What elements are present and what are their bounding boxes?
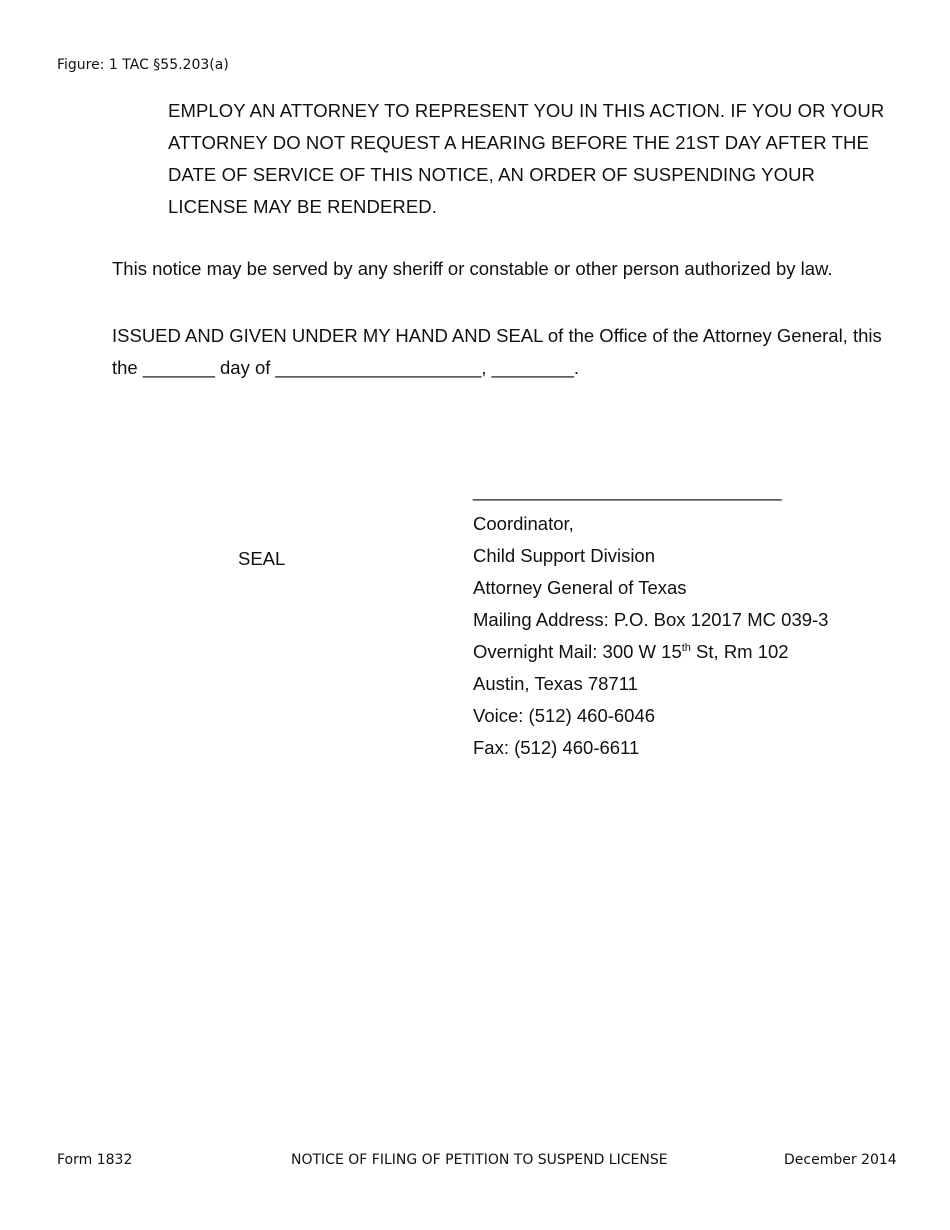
contact-overnight-address (473, 636, 828, 668)
contact-mailing-address: Mailing Address: P.O. Box 12017 MC 039-3 (473, 609, 829, 630)
warning-paragraph (168, 95, 908, 223)
contact-fax: Fax: (512) 460-6611 (473, 737, 640, 758)
overnight-suffix: St, Rm 102 (690, 641, 789, 662)
contact-title: Coordinator, (473, 513, 574, 534)
warning-line: LICENSE MAY BE RENDERED. (168, 196, 438, 217)
footer-form-number: Form 1832 (57, 1152, 133, 1168)
overnight-superscript: th (681, 642, 691, 654)
contact-city: Austin, Texas 78711 (473, 673, 638, 694)
warning-line: EMPLOY AN ATTORNEY TO REPRESENT YOU IN THIS ACTION. IF YOU OR YOUR (168, 100, 885, 121)
contact-block (473, 508, 828, 764)
signature-line: ______________________________ (473, 480, 782, 501)
contact-office: Attorney General of Texas (473, 577, 687, 598)
issued-line: ISSUED AND GIVEN UNDER MY HAND AND SEAL of the Office of the Attorney General, this (112, 325, 882, 346)
contact-division: Child Support Division (473, 545, 656, 566)
warning-line: DATE OF SERVICE OF THIS NOTICE, AN ORDER OF SUSPENDING YOUR (168, 164, 815, 185)
seal-label: SEAL (238, 548, 286, 569)
figure-label: Figure: 1 TAC §55.203(a) (57, 57, 229, 73)
issued-date-line: the _______ day of ____________________, ________. (112, 357, 580, 378)
service-note: This notice may be served by any sheriff or constable or other person authorized by law. (112, 258, 833, 279)
footer-date: December 2014 (784, 1152, 897, 1168)
issued-paragraph (112, 320, 882, 384)
contact-voice: Voice: (512) 460-6046 (473, 705, 656, 726)
warning-line: ATTORNEY DO NOT REQUEST A HEARING BEFORE THE 21ST DAY AFTER THE (168, 132, 869, 153)
overnight-prefix: Overnight Mail: 300 W 15 (473, 641, 682, 662)
footer-form-title: NOTICE OF FILING OF PETITION TO SUSPEND LICENSE (291, 1152, 668, 1168)
